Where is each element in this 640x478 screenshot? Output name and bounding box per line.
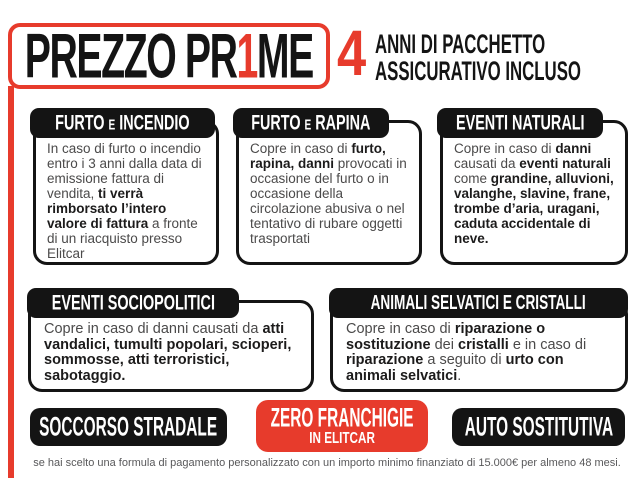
card-header-eventi-sociopolitici — [27, 288, 239, 318]
card-body-eventi-naturali: Copre in caso di danni causati da eventi naturali come grandine, alluvioni, valanghe, slavine, frane, trombe d’aria, uragani, caduta accidentale di neve. — [454, 141, 614, 246]
title-pre: PREZZO PR — [24, 20, 237, 91]
card-header-label: FURTO e RAPINA — [251, 110, 371, 135]
subtitle-line-1: ANNI DI PACCHETTO — [374, 29, 545, 60]
badge-auto-sostitutiva — [452, 408, 625, 446]
badge-label-line2: IN ELITCAR — [309, 429, 375, 448]
subtitle-number: 4 — [337, 17, 367, 89]
footnote: se hai scelto una formula di pagamento personalizzato con un importo minimo finanziato di 15.000€ per almeno 48 mesi. — [33, 457, 621, 469]
title-box — [8, 20, 330, 91]
page-title — [24, 20, 314, 91]
subtitle-lines — [375, 22, 640, 85]
card-body-animali-selvatici-cristalli: Copre in caso di riparazione o sostituzione dei cristalli e in caso di riparazione a seguito di urto con animali selvatici. — [346, 321, 587, 384]
card-animali-selvatici-cristalli — [330, 291, 628, 392]
card-furto-rapina — [236, 110, 422, 265]
badge-label: AUTO SOSTITUTIVA — [464, 411, 613, 442]
card-header-label: ANIMALI SELVATICI E CRISTALLI — [370, 291, 587, 314]
card-body-eventi-sociopolitici: Copre in caso di danni causati da atti vandalici, tumulti popolari, scioperi, sommosse, atti terroristici, sabotaggio. — [44, 321, 292, 384]
card-header-furto-incendio — [30, 108, 215, 138]
badge-zero-franchigie — [256, 400, 428, 452]
card-eventi-sociopolitici — [28, 290, 314, 392]
title-post: ME — [257, 20, 314, 91]
card-body-furto-incendio: In caso di furto o incendio entro i 3 anni dalla data di emissione fattura di vendita, ti verrà rimborsato l’intero valore di fattura a fronte di un riacquisto presso Elitcar — [47, 141, 202, 261]
card-furto-incendio — [33, 110, 219, 265]
badge-label: SOCCORSO STRADALE — [39, 411, 218, 442]
card-header-label: EVENTI SOCIOPOLITICI — [51, 290, 215, 315]
red-accent-bar — [8, 86, 14, 478]
card-eventi-naturali — [440, 110, 628, 265]
card-header-animali-selvatici-cristalli — [329, 288, 628, 318]
card-header-eventi-naturali — [437, 108, 603, 138]
title-highlight-one: 1 — [236, 20, 258, 91]
subtitle — [337, 17, 640, 89]
card-body-furto-rapina: Copre in caso di furto, rapina, danni provocati in occasione del furto o in occasione della circolazione abusiva o nel tentativo di rubare oggetti trasportati — [250, 141, 407, 246]
card-header-label: FURTO e INCENDIO — [55, 110, 190, 135]
card-header-furto-rapina — [233, 108, 389, 138]
card-header-label: EVENTI NATURALI — [455, 110, 585, 135]
badge-soccorso-stradale — [30, 408, 227, 446]
subtitle-line-2: ASSICURATIVO INCLUSO — [374, 56, 581, 87]
badge-label-line1: ZERO FRANCHIGIE — [270, 402, 414, 433]
